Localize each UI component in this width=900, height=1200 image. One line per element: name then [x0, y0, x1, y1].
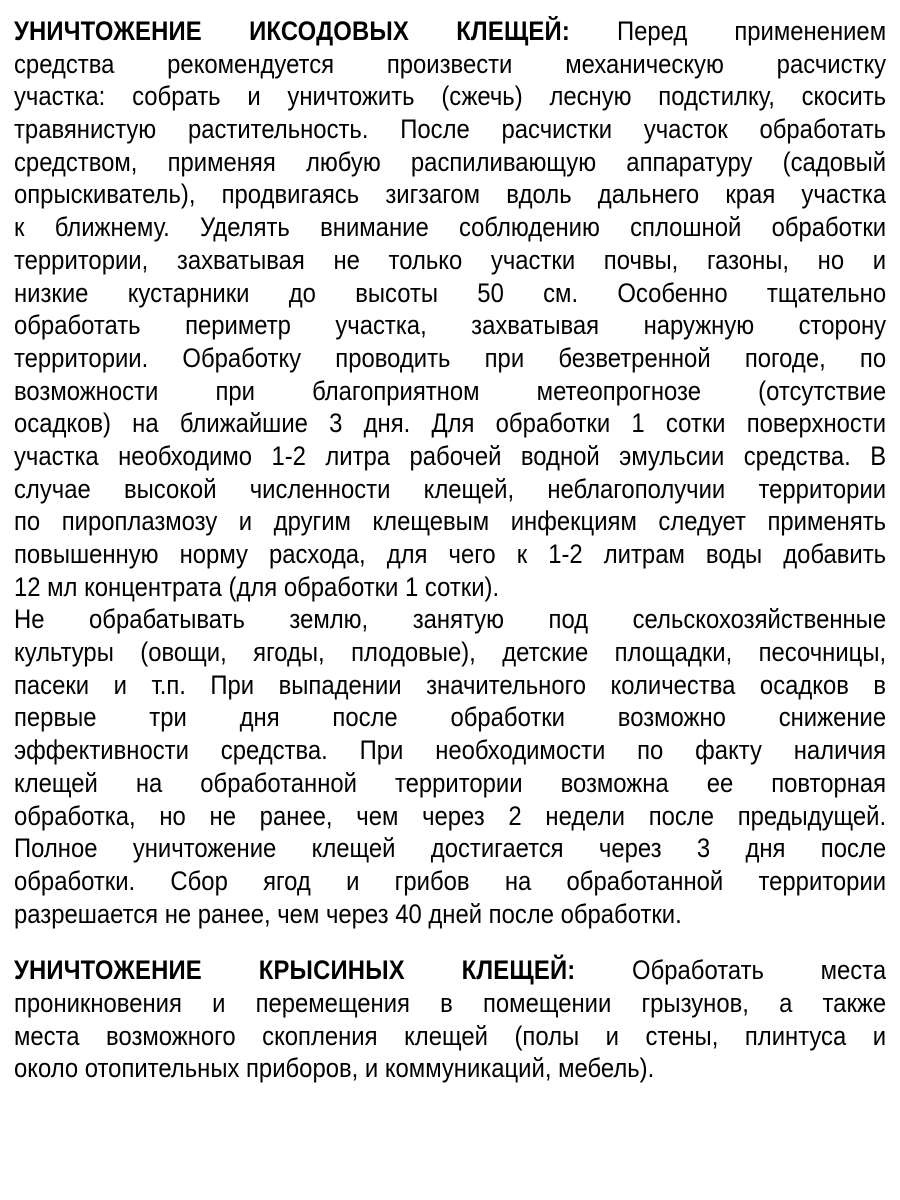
text-line: первые три дня после обработки возможно снижение	[14, 702, 887, 733]
text-line: обработка, но не ранее, чем через 2 недели после предыдущей.	[14, 800, 887, 831]
text-line: Не обрабатывать землю, занятую под сельскохозяйственные	[14, 604, 887, 635]
text-line: Полное уничтожение клещей достигается через 3 дня после	[14, 833, 887, 864]
text-line: обработать периметр участка, захватывая наружную сторону	[14, 310, 887, 341]
text-line: пасеки и т.п. При выпадении значительного количества осадков в	[14, 669, 887, 700]
section-rat-mites	[14, 954, 886, 1085]
text-line: УНИЧТОЖЕНИЕ КРЫСИНЫХ КЛЕЩЕЙ: Обработать места	[14, 955, 887, 986]
section-heading: УНИЧТОЖЕНИЕ КРЫСИНЫХ КЛЕЩЕЙ:	[14, 955, 576, 986]
section-ixodid-ticks	[14, 15, 886, 603]
text-line: опрыскиватель), продвигаясь зигзагом вдоль дальнего края участка	[14, 179, 887, 210]
text-line: территории. Обработку проводить при безветренной погоде, по	[14, 342, 887, 373]
text-line: повышенную норму расхода, для чего к 1-2 литрам воды добавить	[14, 539, 887, 569]
text-line: разрешается не ранее, чем через 40 дней после обработки.	[14, 898, 682, 929]
text-line: возможности при благоприятном метеопрогнозе (отсутствие	[14, 375, 887, 406]
text-line: около отопительных приборов, и коммуникаций, мебель).	[14, 1053, 655, 1084]
section-heading: УНИЧТОЖЕНИЕ ИКСОДОВЫХ КЛЕЩЕЙ:	[14, 16, 570, 46]
text-line: по пироплазмозу и другим клещевым инфекциям следует применять	[14, 506, 887, 537]
text-line: участка: собрать и уничтожить (сжечь) лесную подстилку, скосить	[14, 81, 887, 112]
text-line: культуры (овощи, ягоды, плодовые), детские площадки, песочницы,	[14, 637, 887, 668]
text-line: средства рекомендуется произвести механическую расчистку	[14, 48, 887, 79]
text-line: обработки. Сбор ягод и грибов на обработанной территории	[14, 865, 887, 896]
text-line: проникновения и перемещения в помещении грызунов, а также	[14, 987, 887, 1018]
text-line: места возможного скопления клещей (полы и стены, плинтуса и	[14, 1020, 887, 1051]
text-line: 12 мл концентрата (для обработки 1 сотки).	[14, 571, 500, 602]
label-text-block	[14, 15, 886, 1085]
text-line: осадков) на ближайшие 3 дня. Для обработки 1 сотки поверхности	[14, 408, 887, 439]
text-line: участка необходимо 1-2 литра рабочей водной эмульсии средства. В	[14, 440, 887, 471]
text-line: к ближнему. Уделять внимание соблюдению сплошной обработки	[14, 212, 887, 243]
section-restrictions	[14, 603, 886, 930]
text-line: клещей на обработанной территории возможна ее повторная	[14, 767, 887, 798]
text-line: случае высокой численности клещей, неблагополучии территории	[14, 473, 887, 504]
text-line: низкие кустарники до высоты 50 см. Особенно тщательно	[14, 277, 887, 308]
text-line: эффективности средства. При необходимости по факту наличия	[14, 735, 887, 766]
text-line: травянистую растительность. После расчистки участок обработать	[14, 114, 887, 145]
text-line: УНИЧТОЖЕНИЕ ИКСОДОВЫХ КЛЕЩЕЙ: Перед применением	[14, 16, 887, 46]
text-line: средством, применяя любую распиливающую аппаратуру (садовый	[14, 146, 887, 177]
text-line: территории, захватывая не только участки почвы, газоны, но и	[14, 244, 887, 275]
